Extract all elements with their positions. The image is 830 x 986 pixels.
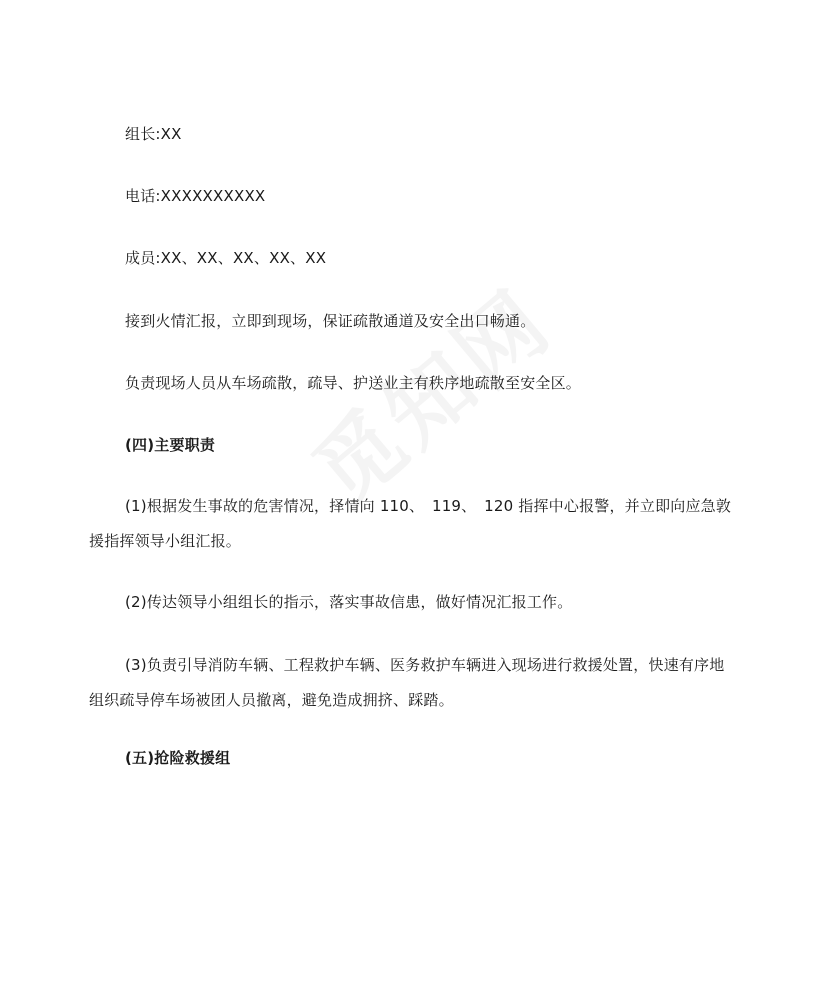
- duty-3-line-2: 组织疏导停车场被团人员撤离，避免造成拥挤、踩踏。: [89, 691, 454, 709]
- duty-paragraph-2: (2)传达领导小组组长的指示，落实事故信患，做好情况汇报工作。: [125, 593, 573, 611]
- members-line: 成员:XX、XX、XX、XX、XX: [125, 249, 327, 267]
- section-heading-4: (四)主要职责: [125, 436, 216, 454]
- duty-paragraph-1: [89, 495, 749, 552]
- duty-3-line-1: (3)负责引导消防车辆、工程救护车辆、医务救护车辆进入现场进行救援处置，快速有序地: [125, 656, 725, 674]
- task-paragraph-1: 接到火情汇报，立即到现场，保证疏散通道及安全出口畅通。: [125, 312, 536, 330]
- phone-line: 电话:XXXXXXXXXX: [125, 187, 266, 205]
- duty-1-line-2: 援指挥领导小组汇报。: [89, 532, 242, 550]
- duty-paragraph-3: [89, 654, 749, 711]
- group-leader-line: 组长:XX: [125, 125, 182, 143]
- section-heading-5: (五)抢险救援组: [125, 749, 231, 767]
- task-paragraph-2: 负责现场人员从车场疏散，疏导、护送业主有秩序地疏散至安全区。: [125, 374, 582, 392]
- duty-1-line-1: (1)根据发生事故的危害情况，择情向 110、 119、 120 指挥中心报警，并立即向应急敦: [125, 497, 732, 515]
